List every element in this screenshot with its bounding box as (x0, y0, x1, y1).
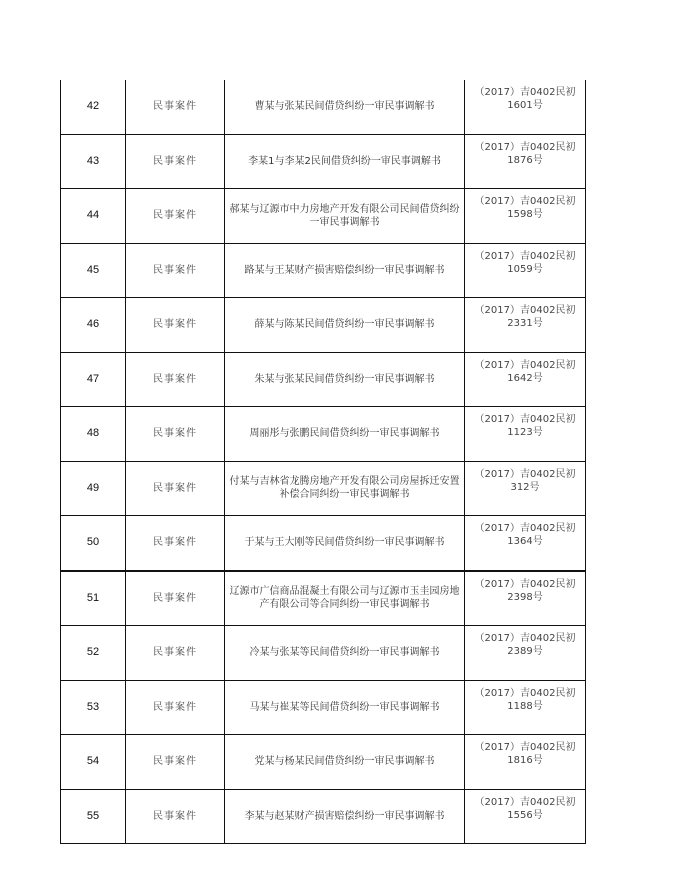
case-number-line1: （2017）吉0402民初 (474, 633, 576, 644)
table-row (61, 352, 586, 407)
table-row (61, 189, 586, 244)
document-title: 于某与王大刚等民间借贷纠纷一审民事调解书 (225, 516, 465, 571)
case-number-line2: 1816号 (507, 755, 543, 766)
row-number: 48 (61, 407, 126, 462)
document-title: 辽源市广信商品混凝土有限公司与辽源市玉圭园房地产有限公司等合同纠纷一审民事调解书 (225, 571, 465, 626)
case-type: 民事案件 (126, 134, 225, 189)
case-number-line1: （2017）吉0402民初 (474, 414, 576, 425)
case-number-line2: 1598号 (507, 209, 543, 220)
case-number-line2: 2331号 (507, 318, 543, 329)
case-number-line1: （2017）吉0402民初 (474, 796, 576, 808)
case-number-line1: （2017）吉0402民初 (474, 359, 576, 371)
case-table (60, 80, 586, 844)
case-number-line1: （2017）吉0402民初 (474, 578, 576, 590)
document-title: 李某与赵某财产损害赔偿纠纷一审民事调解书 (225, 789, 465, 844)
case-number-line1: （2017）吉0402民初 (474, 250, 576, 262)
document-title: 薛某与陈某民间借贷纠纷一审民事调解书 (225, 298, 465, 353)
row-number: 46 (61, 298, 126, 353)
case-number (465, 571, 586, 626)
case-number-line2: 1188号 (507, 700, 543, 712)
case-type: 民事案件 (126, 571, 225, 626)
case-number-line2: 1059号 (507, 263, 543, 275)
case-number (465, 189, 586, 244)
case-number (465, 461, 586, 516)
table-row (61, 680, 586, 735)
case-number (465, 680, 586, 735)
case-type: 民事案件 (126, 680, 225, 735)
document-title: 付某与吉林省龙腾房地产开发有限公司房屋拆迁安置补偿合同纠纷一审民事调解书 (225, 461, 465, 516)
row-number: 42 (61, 80, 126, 134)
case-number (465, 80, 586, 134)
case-number (465, 626, 586, 681)
case-type: 民事案件 (126, 461, 225, 516)
table-row (61, 80, 586, 134)
document-title: 马某与崔某等民间借贷纠纷一审民事调解书 (225, 680, 465, 735)
table-row (61, 626, 586, 681)
case-number (465, 735, 586, 790)
case-number (465, 298, 586, 353)
case-number (465, 352, 586, 407)
row-number: 52 (61, 626, 126, 681)
case-type: 民事案件 (126, 298, 225, 353)
document-title: 曹某与张某民间借贷纠纷一审民事调解书 (225, 80, 465, 134)
case-number-line2: 1642号 (507, 372, 543, 384)
case-number-line1: （2017）吉0402民初 (474, 196, 576, 207)
table-row (61, 461, 586, 516)
case-type: 民事案件 (126, 516, 225, 571)
case-number-line2: 1601号 (507, 100, 543, 111)
case-number-line2: 2389号 (507, 646, 543, 657)
document-title: 朱某与张某民间借贷纠纷一审民事调解书 (225, 352, 465, 407)
table-row (61, 243, 586, 298)
case-number-line2: 2398号 (507, 591, 543, 603)
case-table-body (61, 80, 586, 844)
case-type: 民事案件 (126, 352, 225, 407)
document-title: 冷某与张某等民间借贷纠纷一审民事调解书 (225, 626, 465, 681)
case-number-line1: （2017）吉0402民初 (474, 468, 576, 480)
row-number: 55 (61, 789, 126, 844)
document-title: 郝某与辽源市中力房地产开发有限公司民间借贷纠纷一审民事调解书 (225, 189, 465, 244)
document-title: 周丽彤与张鹏民间借贷纠纷一审民事调解书 (225, 407, 465, 462)
case-number (465, 516, 586, 571)
document-title: 路某与王某财产损害赔偿纠纷一审民事调解书 (225, 243, 465, 298)
case-number-line1: （2017）吉0402民初 (474, 141, 576, 153)
case-number-line2: 1556号 (507, 809, 543, 821)
table-row (61, 134, 586, 189)
table-row (61, 571, 586, 626)
case-type: 民事案件 (126, 243, 225, 298)
case-number-line1: （2017）吉0402民初 (474, 523, 576, 534)
case-number-line2: 1123号 (507, 427, 543, 438)
case-type: 民事案件 (126, 80, 225, 134)
case-number-line1: （2017）吉0402民初 (474, 305, 576, 316)
document-title: 李某1与李某2民间借贷纠纷一审民事调解书 (225, 134, 465, 189)
table-row (61, 789, 586, 844)
row-number: 53 (61, 680, 126, 735)
row-number: 44 (61, 189, 126, 244)
table-row (61, 298, 586, 353)
case-number (465, 134, 586, 189)
case-number (465, 243, 586, 298)
row-number: 43 (61, 134, 126, 189)
table-row (61, 516, 586, 571)
case-type: 民事案件 (126, 789, 225, 844)
row-number: 47 (61, 352, 126, 407)
case-number-line1: （2017）吉0402民初 (474, 687, 576, 699)
case-type: 民事案件 (126, 626, 225, 681)
case-type: 民事案件 (126, 189, 225, 244)
row-number: 54 (61, 735, 126, 790)
case-number-line2: 312号 (510, 481, 540, 493)
case-number (465, 407, 586, 462)
row-number: 51 (61, 571, 126, 626)
document-title: 党某与杨某民间借贷纠纷一审民事调解书 (225, 735, 465, 790)
row-number: 45 (61, 243, 126, 298)
row-number: 49 (61, 461, 126, 516)
case-number-line1: （2017）吉0402民初 (474, 742, 576, 753)
case-type: 民事案件 (126, 407, 225, 462)
case-number-line2: 1876号 (507, 154, 543, 166)
row-number: 50 (61, 516, 126, 571)
case-number-line2: 1364号 (507, 536, 543, 547)
case-type: 民事案件 (126, 735, 225, 790)
table-row (61, 407, 586, 462)
case-number (465, 789, 586, 844)
table-row (61, 735, 586, 790)
case-number-line1: （2017）吉0402民初 (474, 87, 576, 98)
